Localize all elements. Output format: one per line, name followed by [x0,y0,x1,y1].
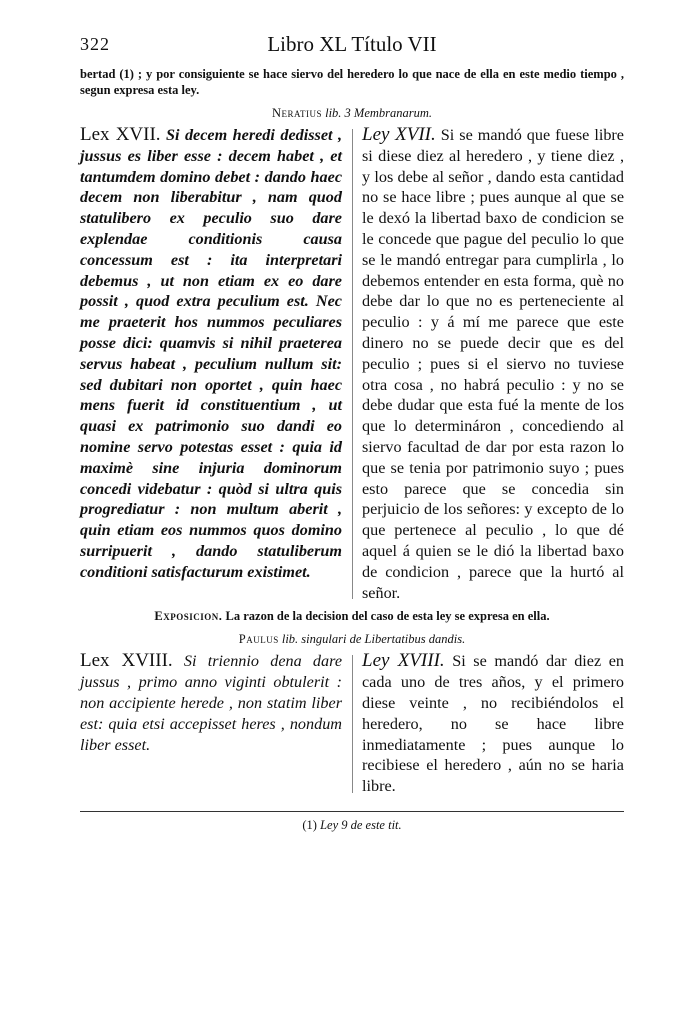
source-citation-18 [80,632,624,647]
source-book: lib. singulari de [281,632,362,647]
law-18-columns [80,651,624,797]
latin-law-label: Lex XVIII. [80,650,173,672]
exposition-label: Exposicion. [154,609,223,624]
page-number: 322 [80,34,110,54]
latin-column [80,125,342,603]
carry-over-text: bertad (1) ; y por consiguiente se hace siervo del heredero lo que nace de ella en este medio tiempo , segun expresa esta ley. [80,67,624,97]
source-author: Neratius [271,106,322,120]
column-divider [352,655,353,793]
column-divider [352,129,353,599]
footnote-text: Ley 9 de este tit. [320,817,402,832]
book-page [80,28,624,833]
latin-law-text: Si triennio dena dare jussus , primo anno viginti obtulerit : non accipiente herede , non statim liber est: quia etsi accepisset heres , nondum liber esset. [80,652,343,754]
latin-column [80,651,342,797]
source-work: Membranarum. [353,106,433,120]
spanish-law-text: Si se mandó dar diez en cada uno de tres años, y el primero diese veinte , no recibiéndolos el heredero, no se hace libre inmediatamente ; pues aunque lo recibiese el heredero , aún no se haria libre. [362,652,625,796]
running-head: Libro XL Título VII [267,32,437,56]
latin-law-text: Si decem heredi dedisset , jussus es liber esse : decem habet , et tantumdem domino debet : dando haec decem non liberabitur , nam quod statulibero ex peculio suo dare explendae conditionis causa concessum est : ita interpretari debemus , ut non etiam ex eo dare possit , quod extra peculium est. Nec me praeterit hos nummos peculiares posse dici: quamvis si nihil praeterea servus habeat , peculium nullum sit: sed dubitari non oportet , quin haec mens fuerit id constituentium , ut quasi ex patrimonio suo dandi eo nomine servo potestas esset : quia id maximè sine injuria dominorum concedi videbatur : quòd si ultra quis progrediatur : non multum aberit , quin etiam eos nummos quos domino surripuerit , dando statuliberum conditioni satisfacturum existimet. [80,126,343,581]
footnote-rule [80,811,624,812]
footnote [80,818,624,833]
source-citation-17 [80,106,624,121]
exposition-note [80,609,624,624]
spanish-column [362,125,624,603]
spanish-law-label: Ley XVIII. [362,650,445,672]
latin-law-label: Lex XVII. [80,124,161,145]
spanish-column [362,651,624,797]
law-17-columns [80,125,624,603]
source-author: Paulus [238,632,279,647]
source-book: lib. 3 [325,106,351,120]
exposition-text: La razon de la decision del caso de esta ley se expresa en ella. [225,609,550,624]
footnote-marker: (1) [302,817,317,832]
spanish-law-text: Si se mandó que fuese libre si diese diez al heredero , y tiene diez , y los debe al señor , dando esta cantidad no se hace libre ; pues aunque al que se le dexó la libertad baxo de condicion se le concede que pague del peculio lo que se le mandó entregar para cumplirla , lo debemos entender en esta forma, què no debe dar lo que no es perteneciente al peculio : y á mí me parece que este dinero no se puede decir que es del peculio ; pues si el siervo no tuviese otra cosa , no habrá peculio : y no se debe dudar que esta fué la mente de los que lo determináron , concediendo al siervo facultad de dar por esta razon lo que se tenia por patrimonio suyo ; pues esto parece que se concedia sin perjuicio de los señores: y excepto de lo que pertenece al peculio , lo que dé aquel á quien se le dió la libertad baxo de condicion , parece que la hurtó al señor. [362,126,624,602]
spanish-law-label: Ley XVII. [362,124,436,145]
page-header [80,28,624,62]
source-work: Libertatibus dandis. [364,632,466,647]
